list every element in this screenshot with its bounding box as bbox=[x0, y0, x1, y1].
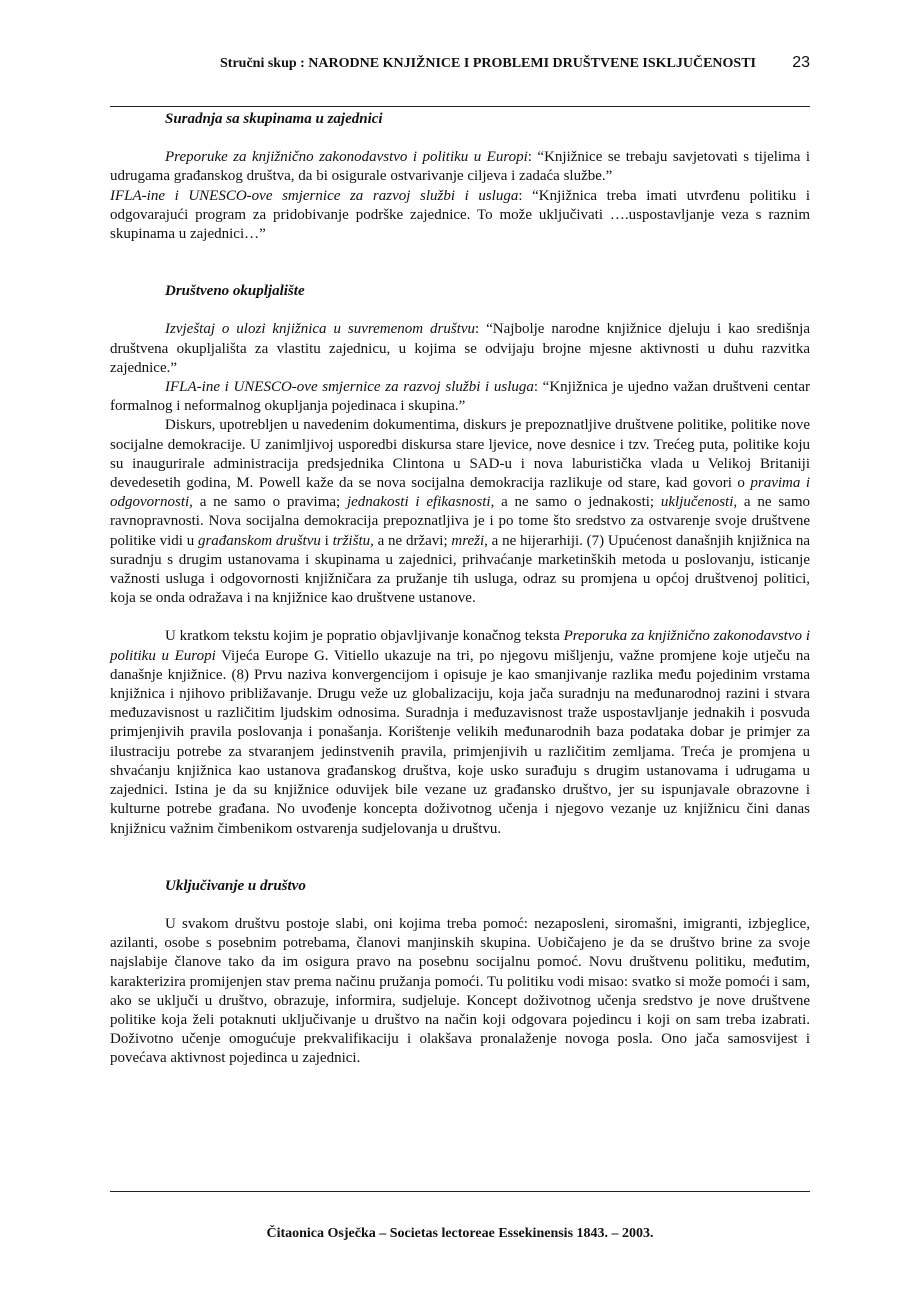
page-header bbox=[110, 54, 810, 76]
quote-text: : “Knjižnica je ujedno važan društveni centar formalnog i neformalnog okupljanja pojedinaca i skupina.” bbox=[110, 379, 810, 415]
main-text bbox=[110, 110, 810, 1069]
citation-title: IFLA-ine i UNESCO-ove smjernice za razvoj službi i usluga bbox=[165, 379, 534, 396]
header-divider bbox=[110, 106, 810, 107]
paragraph-report bbox=[110, 320, 810, 378]
page-footer: Čitaonica Osječka – Societas lectoreae Essekinensis 1843. – 2003. bbox=[266, 1226, 654, 1241]
running-title: Stručni skup : NARODNE KNJIŽNICE I PROBLEMI DRUŠTVENE ISKLJUČENOSTI bbox=[220, 56, 756, 71]
section-heading-inclusion: Uključivanje u društvo bbox=[165, 877, 306, 894]
section-heading-social-hub: Društveno okupljalište bbox=[165, 283, 305, 300]
section-heading-cooperation: Suradnja sa skupinama u zajednici bbox=[165, 111, 383, 127]
paragraph-inclusion: U svakom društvu postoje slabi, oni kojima treba pomoć: nezaposleni, siromašni, imigranti, izbjeglice, azilanti, osobe s posebnim potrebama, članovi manjinskih skupina. Uobičajeno je da se društvo brine za svoje najslabije članove tako da im osigura pravo na posebnu socijalnu pomoć. Novu društvenu politiku, međutim, karakterizira promijenjen stav prema načinu pružanja pomoći. Tu politiku vodi misao: svatko si može pomoći i sam, ako se uključi u društvo, obrazuje, informira, sudjeluje. Koncept doživotnog učenja sredstvo je nove društvene politike koja želi potaknuti uključivanje u društvo na način koji odgovara pojedincu i koji on sam treba izabrati. Doživotno učenje omogućuje prekvalifikaciju i olakšava pronalaženje novoga posla. Ono jača samosvijest i povećava aktivnost pojedinca u zajednici. bbox=[110, 915, 810, 1067]
footer-divider bbox=[110, 1191, 810, 1192]
paragraph-ifla-guidelines bbox=[110, 187, 810, 245]
paragraph-discourse: Diskurs, upotrebljen u navedenim dokumentima, diskurs je prepoznatljive društvene politike, politike nove socijalne demokracije. U zanimljivoj usporedbi diskursa stare ljevice, nove desnice i tzv. Trećeg puta, politike koju su inaugurirale administracija predsjednika Clintona u SAD-u i nova laburistička vlada u Velikoj Britaniji devedesetih godina, M. Powell kaže da se nova socijalna demokracija razlikuje od stare, kad govori o pravima i odgovornosti, a ne samo o pravima; jednakosti i efikasnosti, a ne samo o jednakosti; uključenosti, a ne samo ravnopravnosti. Nova socijalna demokracija prepoznatljiva je i po tome što sredstvo za ostvarenje svoje društvene politike vidi u građanskom društvu i tržištu, a ne državi; mreži, a ne hijerarhiji. (7) Upućenost današnjih knjižnica na suradnju s drugim ustanovama i skupinama u zajednici, prihvaćanje marketinških metoda u poslovanju, isticanje važnosti usluga i odgovornosti knjižničara za pružanje tih usluga, odraz su promjena u općoj društvenoj politici, koja se onda odražava i na knjižnice kao društvene ustanove. bbox=[110, 417, 810, 607]
paragraph-vitiello: U kratkom tekstu kojim je popratio objavljivanje konačnog teksta Preporuka za knjižnično zakonodavstvo i politiku u Europi Vijeća Europe G. Vitiello ukazuje na tri, po njegovu mišljenju, važne promjene koje utječu na današnje knjižnice. (8) Prvu naziva konvergencijom i opisuje je kao smanjivanje razlika među pojedinim vrstama knjižnica i njihovo približavanje. Drugu veže uz globalizaciju, koja jača suradnju na međunarodnoj razini i stvara međuzavisnost u različitim ljudskim odnosima. Suradnja i međuzavisnost traže uspostavljanje jednakih i posvuda primjenjivih pravila poslovanja i ponašanja. Korištenje velikih međunarodnih baza podataka dobar je primjer za ilustraciju potrebe za stvaranjem jedinstvenih pravila, primjenjivih u različitim zemljama. Treća je promjena u shvaćanju knjižnica kao ustanova građanskog društva, koje usko surađuju s drugim ustanovama i udrugama u zajednici. Istina je da su knjižnice oduvijek bile vezane uz građansko društvo, jer su ispunjavale obrazovne i kulturne potrebe građana. No uvođenje koncepta doživotnog učenja i njegovo vezanje uz knjižnicu čini danas knjižnicu važnim čimbenikom ostvarenja sudjelovanja u društvu. bbox=[110, 628, 810, 837]
quote-text: : “Knjižnice se trebaju savjetovati s tijelima i udrugama građanskog društva, da bi osigurale ostvarivanje ciljeva i zadaća službe.” bbox=[110, 149, 810, 185]
citation-title: Preporuke za knjižnično zakonodavstvo i politiku u Europi bbox=[165, 149, 528, 166]
citation-title: IFLA-ine i UNESCO-ove smjernice za razvoj službi i usluga bbox=[110, 187, 519, 204]
paragraph-ifla-centre bbox=[110, 378, 810, 416]
quote-text: : “Najbolje narodne knjižnice djeluju i kao središnja društvena okupljališta za vlastitu zajednicu, u kojima se odvijaju brojne mjesne aktivnosti u duhu razvitka zajednice.” bbox=[110, 321, 810, 376]
quote-text: : “Knjižnica treba imati utvrđenu politiku i odgovarajući program za pridobivanje podrške zajednice. To može uključivati ….uspostavljanje veza s raznim skupinama u zajednici…” bbox=[110, 187, 810, 243]
citation-title: Izvještaj o ulozi knjižnica u suvremenom društvu bbox=[165, 321, 476, 338]
page-number: 23 bbox=[792, 54, 810, 71]
paragraph-recommendations bbox=[110, 148, 810, 186]
